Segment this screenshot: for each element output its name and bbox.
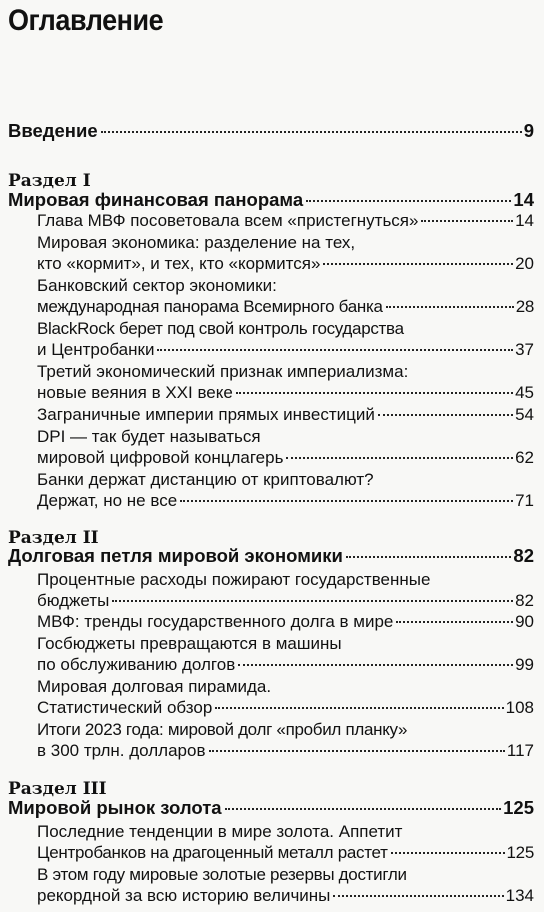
- toc-page-number: 14: [513, 189, 534, 210]
- toc-page-number: 71: [515, 491, 534, 510]
- toc-entry-line: по обслуживанию долгов: [37, 655, 236, 674]
- toc-entry: [37, 448, 534, 468]
- dot-leader: [112, 600, 513, 602]
- toc-entry-line: и Центробанки: [37, 340, 155, 359]
- toc-page-number: 99: [515, 655, 534, 674]
- toc-entry-line-first: [37, 865, 534, 885]
- toc-page-number: 62: [515, 448, 534, 467]
- toc-entry: [37, 612, 534, 632]
- toc-entry-line: кто «кормит», и тех, кто «кормится»: [37, 254, 321, 273]
- toc-page-number: 14: [515, 211, 534, 230]
- dot-leader: [101, 131, 522, 133]
- toc-entry-label: Введение: [8, 120, 98, 141]
- dot-leader: [386, 306, 514, 308]
- dot-leader: [225, 808, 502, 810]
- section-heading: Раздел III: [8, 779, 107, 799]
- dot-leader: [157, 349, 513, 351]
- toc-entry-line: DPI — так будет называться: [37, 427, 261, 446]
- toc-entry-line: В этом году мировые золотые резервы достигли: [37, 865, 407, 884]
- dot-leader: [286, 457, 513, 459]
- toc-page-number: 108: [505, 698, 534, 717]
- toc-entry: [37, 741, 534, 761]
- dot-leader: [378, 414, 513, 416]
- section-title: Мировая финансовая панорама: [8, 189, 304, 210]
- toc-page-number: 125: [506, 843, 534, 862]
- toc-entry-line: BlackRock берет под свой контроль государства: [37, 319, 404, 338]
- dot-leader: [396, 621, 513, 623]
- page-title: Оглавление: [8, 4, 164, 37]
- toc-entry: [37, 843, 534, 863]
- dot-leader: [238, 664, 513, 666]
- toc-entry-line: Центробанков на драгоценный металл растет: [37, 843, 388, 862]
- toc-entry-line: новые веяния в XXI веке: [37, 383, 233, 402]
- toc-entry-line-first: [37, 470, 534, 490]
- toc-entry-line-first: [37, 319, 534, 339]
- toc-page-number: 125: [503, 797, 534, 818]
- dot-leader: [421, 220, 513, 222]
- toc-entry-line: Итоги 2023 года: мировой долг «пробил планку»: [37, 720, 408, 739]
- toc-entry-line: Держат, но не все: [37, 491, 178, 510]
- toc-entry-line: Процентные расходы пожирают государственные: [37, 570, 431, 589]
- section-heading: Раздел I: [8, 171, 91, 191]
- toc-entry: [37, 211, 534, 231]
- toc-page-number: 9: [523, 120, 534, 141]
- toc-entry-line: Мировая экономика: разделение на тех,: [37, 233, 356, 252]
- toc-entry-line: Глава МВФ посоветовала всем «пристегнуться»: [37, 211, 419, 230]
- toc-entry-line-first: [37, 570, 534, 590]
- toc-page-number: 82: [513, 545, 534, 566]
- dot-leader: [215, 707, 503, 709]
- toc-entry-line-first: [37, 720, 534, 740]
- toc-entry: [37, 405, 534, 425]
- dot-leader: [180, 500, 513, 502]
- toc-entry-line: Последние тенденции в мире золота. Аппетит: [37, 822, 403, 841]
- section-title: Долговая петля мировой экономики: [8, 545, 343, 566]
- toc-entry: [37, 886, 534, 906]
- toc-page-number: 134: [505, 886, 534, 905]
- dot-leader: [346, 556, 512, 558]
- toc-page-number: 82: [515, 591, 534, 610]
- toc-entry-line: рекордной за всю историю величины: [37, 886, 331, 905]
- toc-page-number: 90: [515, 612, 534, 631]
- toc-entry-line: бюджеты: [37, 591, 110, 610]
- toc-entry-line-first: [37, 677, 534, 697]
- toc-entry: [37, 655, 534, 675]
- toc-entry: [37, 340, 534, 360]
- toc-entry: [37, 491, 534, 511]
- toc-entry-line: Третий экономический признак империализма:: [37, 362, 409, 381]
- dot-leader: [306, 200, 511, 202]
- toc-page-number: 45: [515, 383, 534, 402]
- dot-leader: [209, 750, 505, 752]
- dot-leader: [391, 852, 505, 854]
- section-title-entry: [8, 797, 534, 819]
- dot-leader: [236, 392, 513, 394]
- toc-page-number: 20: [515, 254, 534, 273]
- section-heading: Раздел II: [8, 528, 99, 548]
- toc-entry-line-first: [37, 822, 534, 842]
- toc-entry-line: Мировая долговая пирамида.: [37, 677, 272, 696]
- section-title: Мировой рынок золота: [8, 797, 222, 818]
- toc-entry-line: Банковский сектор экономики:: [37, 276, 277, 295]
- toc-entry: [37, 698, 534, 718]
- toc-entry-line-first: [37, 362, 534, 382]
- toc-entry-line-first: [37, 427, 534, 447]
- section-title-entry: [8, 189, 534, 211]
- toc-entry-line-first: [37, 276, 534, 296]
- toc-page-number: 28: [515, 297, 534, 316]
- dot-leader: [323, 263, 513, 265]
- dot-leader: [333, 895, 503, 897]
- toc-entry: [37, 297, 534, 317]
- toc-entry-line-first: [37, 233, 534, 253]
- toc-entry-line: Статистический обзор: [37, 698, 213, 717]
- toc-entry: [37, 383, 534, 403]
- toc-entry-line: в 300 трлн. долларов: [37, 741, 206, 760]
- toc-entry: [37, 591, 534, 611]
- toc-entry-line: международная панорама Всемирного банка: [37, 297, 383, 316]
- section-title-entry: [8, 545, 534, 567]
- toc-entry-line: мировой цифровой концлагерь: [37, 448, 284, 467]
- toc-entry-line: Банки держат дистанцию от криптовалют?: [37, 470, 374, 489]
- toc-page-number: 54: [515, 405, 534, 424]
- toc-entry-intro: [8, 120, 534, 142]
- toc-page-number: 37: [515, 340, 534, 359]
- toc-entry: [37, 254, 534, 274]
- toc-entry-line-first: [37, 634, 534, 654]
- toc-entry-line: МВФ: тренды государственного долга в мире: [37, 612, 394, 631]
- toc-entry-line: Заграничные империи прямых инвестиций: [37, 405, 375, 424]
- toc-entry-line: Госбюджеты превращаются в машины: [37, 634, 342, 653]
- toc-page-number: 117: [506, 741, 534, 760]
